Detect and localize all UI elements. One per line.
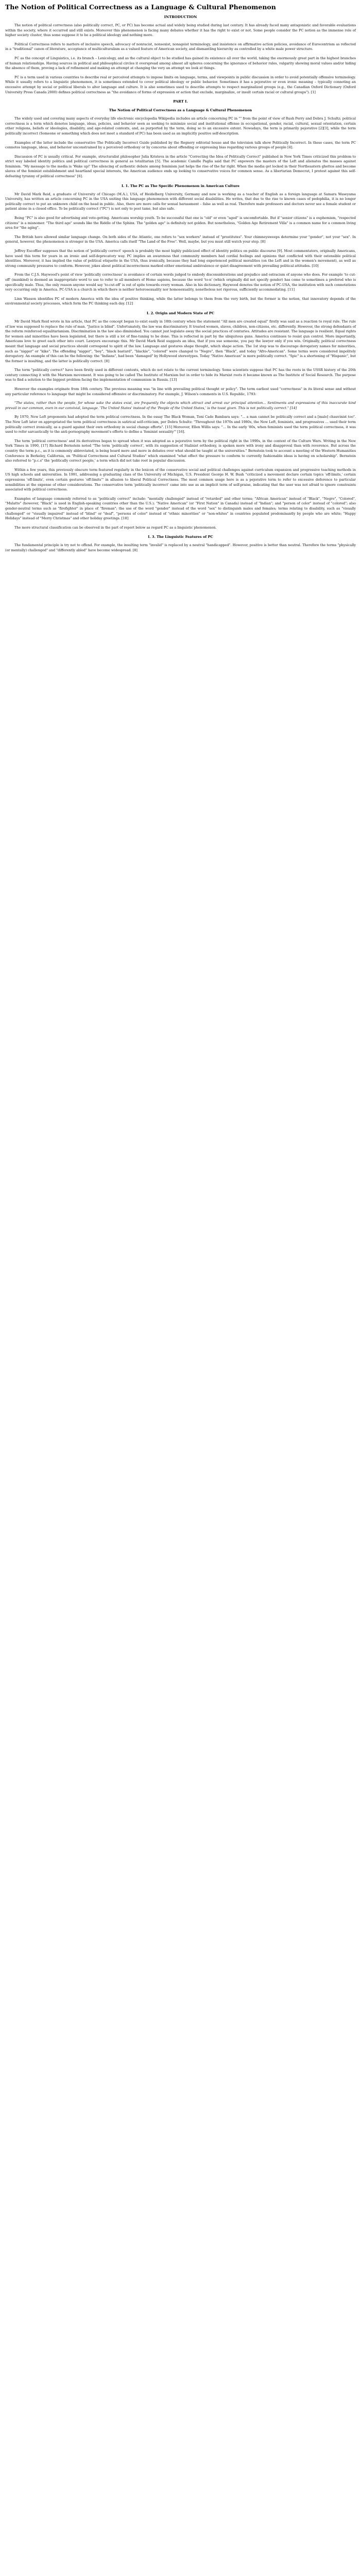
paragraph: Mr David Mark Reid wrote in his article, that PC as the concept began to exist easily in 18th century when the statement "All men are created equal" firstly was said as a reaction to royal rule. The rule of law was supposed to replace the rule of man. "Justice is blind". Unfortunately, the law was discriminatory. It treated women, slaves, children, non-citizens, etc. differently. However, the strong defendants of the reform reinforced equalitarianism. Discrimination in the law also diminished. You cannot just legislate away the social practices of centuries. Attitudes are resistant. The language is resilient. Equal rights for women and minorities have been legislated, but there is still a lot of fine-tuning to be done. This is reflected in part by the ubiquitous guns. America continues to resist gun control. More importantly, Americans love to greet each other into court. Lawyers encourage this. Mr David Mark Reid suggests an idea, that if you sue someone, you pay the lawyer only if you win. Originally, political correctness meant that language and social practices should correspond to spirit of the law. Language and gestures shape thought, which shape action. The 1st step was to discourage derogatory names for minorities, such as "nigger" or "kike". The offending "nigger", "boy", "black bastard", "blackie", "colored" were changed to "Negro", then "Black", and today "Afro-American". Some terms were considered impolitely derogatory. An example of this can be the following: the "Indians", had been "damaged" by Hollywood stereotypes. Today "Native American" is more politically correct. "Spic" is a shortening of "Hispanic", but the former is insulting, and the latter is politically correct. [8] [5, 319, 356, 363]
paragraph: Examples of language commonly referred to as "politically correct" include: "mentally challenged" instead of "retarded" and other terms; "African American" instead of "Black", "Negro", "Colored", "Mulatto" (however, "Black" is used in English-speaking countries other than the U.S.); "Native American" (or "First Nation" in Canada) instead of "Indian"; and "person of color" instead of "colored"; also gender-neutral terms such as "firefighter" in place of "fireman"; the use of the word "gender" instead of the word "sex" to distinguish males and females; terms relating to disability, such as "visually challenged" or "visually impaired" instead of "blind" or "deaf", "persons of color" instead of "ethnic minorities" or "non-whites" in countries populated predominantly by people who are white; "Happy Holidays" instead of "Merry Christmas" and other holiday greetings. [18] [5, 496, 356, 521]
document-section [5, 534, 356, 553]
paragraph: Political Correctness refers to matters of inclusive speech, advocacy of nonracist, nonsexist, nonageist terminology, and insistence on affirmative action policies, avoidance of Eurocentrism as reflected in a "traditional" canon of literature, acceptance of multiculturalism as a valued feature of American society, and dismantling hierarchy as controlled by a white male power structure. [5, 42, 356, 52]
paragraph: Being "PC" is also good for advertising and vote-getting. Americans worship youth. To be successful that one is "old" or even "aged" is uncomfortable. But if "senior citizens" is a euphemism, "respected citizens" is a misnomer. "The third age" sounds like the Riddle of the Sphinx. The "golden age" is definitely not golden. But nonetheless, "Golden Age Retirement Villa" is a common name for a common living area for "the aging". [5, 216, 356, 230]
paragraph: The term "politically correct" have been firstly used in different contexts, which do not relate to the current terminology. Some scientists suppose that PC has the roots in the USSR history of the 20th century connecting it with the Marxism movement. It was going to be called The Institute of Marxism but in order to hide its Marxist roots it became known as The Institute of Social Research. The purpose was to find a solution to the biggest problem facing the implementation of communism in Russia. [13] [5, 368, 356, 382]
document-section [5, 14, 356, 95]
section-heading: I. 3. The Linguistic Features of PC [148, 535, 213, 539]
document-section [5, 401, 356, 411]
document-section [5, 183, 356, 307]
block-quote: "The states, rather than the people, for whose sake the states exist, are frequently the objects which attract and arrest our principal attention... Sentiments and expressions of this inaccurate kind prevail in our common, even in our convivial, language. 'The United States' instead of the 'People of the United States,' is the toast given. This is not politically correct." [14] [5, 401, 356, 410]
document-title: The Notion of Political Correctness as a Language & Cultural Phenomenon [5, 3, 276, 11]
paragraph: From the C.J.S. Haywood's point of view 'politically correctness' is avoidance of certain words judged to embody disconsiderations and prejudice and ostracism of anyone who does. For example 'to cut-off' (mankind) is deemed an inappropriate word to use to refer to all members of Homo sapiens, because the word 'to-n' (which originally did not specify gender) has come to sometimes a prefered who is specifically male. Thus, the only reason anyone would say 'to-cut-off' is out of spite towards every woman. Also in his dictionary, Haywood denotes the notion of PC-USA, the institution with such connotations very occurring only in America. PC-USA is a church in which there is neither heterosexuality nor homosexuality, nonetheless not rigorous, sufficiently accommodating. [11] [5, 273, 356, 292]
section-heading: INTRODUCTION [164, 15, 197, 19]
section-heading: I. 1. The PC as The Specific Phenomenon in American Culture [121, 183, 240, 188]
paragraph: Discussion of PC is usually critical. For example, structuralist philosopher Julia Kristeva in the article "Correcting the Idea of Politically Correct" published in New York Times criticized this problem to strict way labeled identity politics and political correctness in general as totalitarian [5]. The academic Camille Paglia said that PC enpowers the masters of the Left and alienates the masses against feminism. "My message to the media is 'Wake up!' The silencing of authentic debate among feminism just helps the rise of the far right. When the media get locked in their Northeastern ghettos and become slaves of the feminist establishment and heartland special interests, the American audience ends up looking to conservative voices for common sense. As a libertarian Democrat, I protest against this self-defeating tyranny of political correctness" [6]. [5, 154, 356, 179]
document-body [5, 14, 356, 553]
paragraph: Linn Wasson identifies PC of modern America with the idea of positive thinking, while the latter belongs to them from the very birth, but the former is the notion, that innovatory depends of the environmental society processes, which form the PC thinking each day. [12] [5, 296, 356, 306]
paragraph: The fundamental principle is try not to offend. For example, the insulting term "invalid" is replaced by a neutral "handicapped". However, positive is better than neutral. Therefore the terms "physically (or mentally) challenged" and "differently abled" have become widespread. [8] [5, 543, 356, 552]
document-section [5, 108, 356, 179]
paragraph: Within a few years, this previously obscure term featured regularly in the lexicon of the conservative social and political challenges against curriculum expansion and progressive teaching methods in US high schools and universities. In 1991, addressing a graduating class of the University of Michigan, U.S. President George H. W. Bush "criticized a movement declare certain topics 'off-limits,' certain expressions 'off-limits', even certain gestures 'off-limits'" in allusion to liberal Political Correctness. The most common usage here is as a pejorative term to refer to excessive deference to particular sensibilities at the expense of other considerations. The conservative term 'politically incorrect' came into use as an implicit term of self-praise, indicating that the user was not afraid to ignore constraints associated with political correctness. [5, 467, 356, 492]
paragraph: By 1970, New Left proponents had adopted the term political correctness. In the essay The Black Woman, Toni Cade Bambara says: "... a man cannot be politically correct and a [male] chauvinist too". The New Left later on appropriated the term political correctness in satirical self-criticism, per Debra Schultz: "Throughout the 1970s and 1980s, the New Left, feminists, and progressives ... used their term politically correct ironically, as a guard against their own orthodoxy in social change efforts". [15] Moreover, Ellen Willis says: "... In the early '80s, when feminists used the term political correctness, it was used to refer sarcastically to the anti-pornography movement's efforts to define a 'feminist sexuality'" [16]. [5, 415, 356, 434]
document-section [5, 311, 356, 397]
paragraph: PC is a term used in various countries to describe real or perceived attempts to impose limits on language, terms, and viewpoints in public discussion in order to avoid potentially offensive terminology. While it usually refers to a linguistic phenomenon, it is sometimes extended to cover political ideology or public behavior. Sometimes it has a pejorative or even ironic meaning – typically connoting an excessive attempt by social or political liberals to alter language and culture. It is also sometimes used to describe attempts to respect marginalized groups (e.g., the Canadian Oxford Dictionary (Oxford University Press Canada 2000) defines political correctness as "the avoidance of forms of expression or action that exclude, marginalize, or insult certain racial or cultural groups"). [1] [5, 75, 356, 94]
document-section [5, 99, 356, 104]
paragraph: The notion of political correctness (also politically correct, PC, or PC) has become actual and widely being studied during last century. It has already faced many antagonistic and favorable evaluations within the society, where it occurred and still exists. Moreover this phenomenon is facing many debates whether it has the right to exist or not. Some people consider the PC notion as the immense role of higher society cluster, thus some suppose it to be a political ideology and nothing more. [5, 23, 356, 38]
section-heading: PART I. [173, 99, 188, 104]
paragraph: However the examples originate from 18th century. The previous meaning was "in line with prevailing political thought or policy". The term earliest used "correctness" in its literal sense and without any particular reference to language that might be considered offensive or discriminatory. For example, J. Wilson's comments in U.S. Republic, 1793: [5, 387, 356, 396]
document-section [5, 415, 356, 530]
paragraph: PC as the concept of Linguistics, i.e. its branch – Lexicology, and as the cultural object to be studied has gained its existence all over the world, taking the enormously great part in the highest branches of human relationships. Having sources in political and philosophical circles it overspread among almost all spheres concerning the ignorance of behavior rules, vulgarity showing moral values and/or hiding the absence of them, proving a lack of refinement and making an attempt at changing the very an attempt we look at things. [5, 56, 356, 71]
paragraph: The British have allowed similar language change. On both sides of the Atlantic, one refers to "sex workers" instead of "prostitutes". Your chimneysweeps determine your "gender", not your "sex". In general, however, the phenomenon is stronger in the USA. America calls itself "The Land of the Free". Well, maybe, but you must still watch your step. [8] [5, 234, 356, 244]
paragraph: The term 'political correctness' and its derivatives began to spread when it was adopted as a pejorative term by the political right in the 1990s, in the context of the Culture Wars. Writing in the New York Times in 1990, [17] Richard Bernstein noted "The term 'politically correct', with its suggestion of Stalinist orthodoxy, is spoken more with irony and disapproval than with reverence. But across the country the term p.c., as it is commonly abbreviated, is being heard more and more in debates over what should be taught at the universities." Bernstein took to account a meeting of the Western Humanities Conference in Berkeley, California, on "Political Correctness and Cultural Studies" which examined "what effect the pressure to conform to currently fashionable ideas is having on scholarship". Bernstein also referred to "p.c.s" the 'politically correct people,' a term which did not take root in popular discussion. [5, 438, 356, 463]
document [0, 0, 361, 563]
paragraph: Examples of the latter include the conservative The Politically Incorrect Guide published by the Regnery editorial house and the television talk show Politically Incorrect. In these cases, the term PC connotes language, ideas, and behavior unconstrained by a perceived orthodoxy or by concerns about offending or expressing bias regarding various groups of people [4]. [5, 140, 356, 150]
section-heading: I. 2. Origin and Modern State of PC [146, 311, 215, 315]
section-heading: The Notion of Political Correctness as a Language & Cultural Phenomenon [109, 108, 252, 113]
paragraph: The widely used and covering many aspects of everyday life electronic encyclopedia Wikipedia includes an article concerning PC in "" from the point of view of Rush Perry and Debra J. Schultz; political correctness is a term which denotes language, ideas, policies, and behavior seen as seeking to minimize social and institutional offense in occupational, gender, racial, cultural, sexual orientation, certain other religions, beliefs or ideologies, disability, and age-related contexts, and, as purported by the term, doing so to an excessive extent. Nowadays, the term is primarily pejorative [2][3], while the term politically incorrect (Someone or something which does not meet a standard of PC) has been used as an implicitly positive self-description. [5, 116, 356, 135]
paragraph: The more structural classification can be observed in the part of report below as regard PC as a linguistic phenomenon. [14, 525, 217, 530]
paragraph: Mr David Mark Reid, a graduate of University of Chicago (M.A.), USA, of Heidelberg University, Germany and now is working as a teacher of English as a foreign language at Samara Waseyama University, has written an article concerning PC in the USA uniting this language phenomenon with different social disabilities. He writes, that due to the rise to known cases of pedophilia, it is no longer politically correct to put an unknown child on the head in public. Also, there are more calls for sexual harassment – false as well as real. Therefore male professors and doctors never see a female student or patient alone in a closed office. To be politically correct ("PC") is not only to post tame, but also safe. [5, 192, 356, 211]
paragraph: Jeffrey Escoffier supposes that the notion of 'politically correct' speech is probably the most highly publicized effect of identity politics on public discourse [9]. Most commentators, originally Americans, have used this term for years in an ironic and self-deprecatory way. PC implies an awareness that community members had cordial feelings and opinions that conflicted with their ostensible political identities. Moreover, it has implied the value of political etiquette in the USA, thus ironically, because they had long experienced political moralities (on the Left and in the women's movement), as well as strong community pressures to conform. However, jokes about political incorrectness marked either emotional ambivalence or quiet disagreement with prevailing political attitudes. [10] [5, 249, 356, 268]
